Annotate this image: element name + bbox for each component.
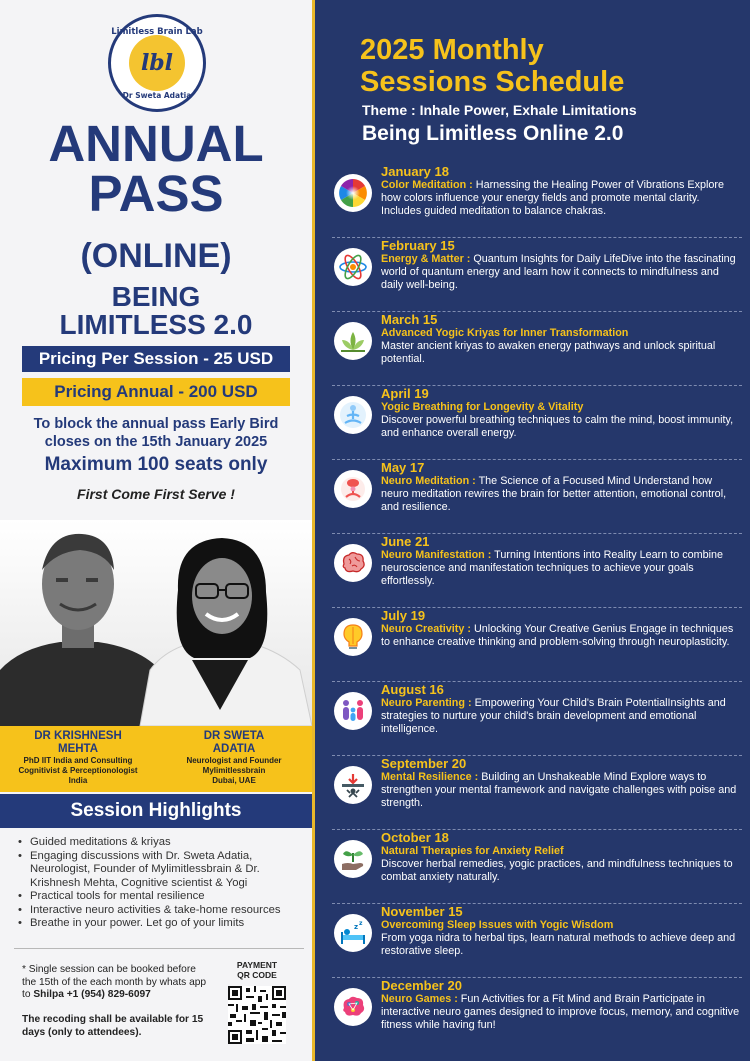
session-title: Overcoming Sleep Issues with Yogic Wisdom [381,919,614,931]
session-description [381,327,741,367]
session-date: November 15 [381,904,463,919]
speaker-desc-line1: PhD IIT India and Consulting [23,756,133,765]
list-item: • Engaging discussions with Dr. Sweta Adatia, Neurologist, Founder of Mylimitlessbrain & Dr. Krishnesh Mehta, Cognitive scientist & Yogi [18,850,308,891]
session-detail: From yoga nidra to herbal tips, learn natural methods to achieve deep and restorative sleep. [381,932,736,958]
first-come-first-serve: First Come First Serve ! [77,486,235,502]
list-item: • Guided meditations & kriyas [18,836,308,850]
speaker-desc-line3: Dubai, UAE [212,776,256,785]
session-title: Neuro Games : [381,993,458,1005]
logo-bottom-text: Dr Sweta Adatia [122,91,192,100]
session-detail: Master ancient kriyas to awaken energy pathways and unlock spiritual potential. [381,340,716,366]
session-date: July 19 [381,608,426,623]
early-bird-line2: closes on the 15th January 2025 [44,434,268,450]
session-title: Advanced Yogic Kriyas for Inner Transformation [381,327,629,339]
speaker-names-band [0,726,312,792]
plant-hand-icon [334,840,372,878]
session-description [381,475,741,515]
session-description [381,993,741,1033]
payment-qr-code[interactable] [228,986,286,1044]
session-november [328,904,742,978]
qr-label [224,960,290,980]
schedule-title-line2: Sessions Schedule [360,66,625,98]
pass-title-line5: LIMITLESS 2.0 [59,309,253,340]
qr-label-line2: QR CODE [237,970,277,980]
speaker-krishnesh [0,730,156,786]
session-april [328,386,742,460]
session-description [381,845,741,885]
session-text [381,830,741,885]
session-detail: Unlocking Your Creative Genius Engage in techniques to enhance creative thinking and problem-solving through neuroplasticity. [381,623,734,649]
price-annual: Pricing Annual - 200 USD [22,378,290,406]
note-text: * Single session can be booked before the 15th of the each month by whats app to [22,964,207,1000]
session-text [381,238,741,293]
session-description [381,919,741,959]
list-item: • Interactive neuro activities & take-home resources [18,904,308,918]
session-february [328,238,742,312]
session-description [381,697,741,737]
session-date: June 21 [381,534,430,549]
schedule-theme: Theme : Inhale Power, Exhale Limitations [362,102,637,118]
session-highlights-title: Session Highlights [0,794,312,828]
session-text [381,756,741,811]
session-title: Yogic Breathing for Longevity & Vitality [381,401,584,413]
family-icon [334,692,372,730]
schedule-title-line1: 2025 Monthly [360,34,544,66]
qr-label-line1: PAYMENT [236,960,278,970]
speaker-name-line1: DR SWETA [203,730,265,742]
session-text [381,608,741,649]
session-description [381,771,741,811]
max-seats: Maximum 100 seats only [44,454,268,475]
logo-top-text: Limitless Brain Lab [111,27,203,37]
logo-badge [129,35,185,91]
logo-mark: lbl [140,50,174,76]
pass-title-line3: (ONLINE) [80,237,232,275]
session-text [381,682,741,737]
list-item: • Breathe in your power. Let go of your limits [18,917,308,931]
session-december [328,978,742,1052]
session-june [328,534,742,608]
session-january [328,164,742,238]
session-text [381,312,741,367]
session-date: April 19 [381,386,429,401]
session-description [381,401,741,441]
lightbulb-brain-icon [334,618,372,656]
session-august [328,682,742,756]
color-wheel-icon [334,174,372,212]
pass-title-line2: PASS [88,165,224,222]
session-date: February 15 [381,238,455,253]
session-july [328,608,742,682]
svg-text:z: z [354,923,359,931]
session-text [381,460,741,515]
schedule-panel [312,0,750,1061]
session-date: January 18 [381,164,449,179]
speaker-desc-line3: India [68,776,88,785]
session-october [328,830,742,904]
early-bird-line1: To block the annual pass Early Bird [33,416,279,432]
session-title: Natural Therapies for Anxiety Relief [381,845,564,857]
session-detail: Turning Intentions into Reality Learn to combine neuroscience and manifestation techniques to achieve your goals effortlessly. [381,549,724,588]
session-date: May 17 [381,460,425,475]
session-title: Neuro Parenting : [381,697,472,709]
session-detail: Empowering Your Child's Brain PotentialInsights and strategies to nurture your child's brain development and emotional intelligence. [381,697,726,736]
speaker-desc-line2: Cognitivist & Perceptionologist [18,766,138,775]
session-title: Mental Resilience : [381,771,479,783]
brain-game-icon [334,988,372,1026]
session-description [381,253,741,293]
speakers-illustration [0,520,312,726]
speakers-photo [0,520,312,726]
session-date: October 18 [381,830,449,845]
speaker-name-line2: MEHTA [57,743,99,755]
resilience-icon [334,766,372,804]
session-title: Neuro Manifestation : [381,549,492,561]
session-september [328,756,742,830]
session-detail: Harnessing the Healing Power of Vibrations Explore how colors influence your energy fields and promote mental clarity. Includes guided meditation to balance chakras. [381,179,725,218]
brain-meditation-icon [334,470,372,508]
session-description [381,179,741,219]
session-title: Energy & Matter : [381,253,471,265]
price-per-session: Pricing Per Session - 25 USD [22,346,290,372]
list-item: • Practical tools for mental resilience [18,890,308,904]
session-text [381,534,741,589]
session-date: March 15 [381,312,438,327]
session-text [381,164,741,219]
meditation-icon [334,396,372,434]
session-title: Color Meditation : [381,179,473,191]
session-detail: Discover powerful breathing techniques to calm the mind, boost immunity, and enhance overall energy. [381,414,734,440]
pass-title-line4: BEING [111,281,201,312]
highlights-list [18,836,308,931]
single-session-note [22,964,212,1002]
session-detail: The Science of a Focused Mind Understand how neuro meditation rewires the brain for better attention, emotional control, and resilience. [381,475,727,514]
left-panel [0,0,312,1061]
lotus-icon [334,322,372,360]
session-title: Neuro Meditation : [381,475,476,487]
speaker-name-line1: DR KRISHNESH [34,730,122,742]
divider [14,948,304,949]
session-text [381,904,741,959]
session-detail: Fun Activities for a Fit Mind and Brain Participate in interactive neuro games designed to improve focus, memory, and cognitive fitness while having fun! [381,993,740,1032]
speaker-name-line2: ADATIA [212,743,256,755]
session-description [381,623,741,649]
whatsapp-contact[interactable]: Shilpa +1 (954) 829-6097 [33,989,151,1000]
session-detail: Discover herbal remedies, yogic practices, and mindfulness techniques to combat anxiety naturally. [381,858,733,884]
brand-logo [108,14,206,112]
session-date: December 20 [381,978,462,993]
session-detail: Quantum Insights for Daily LifeDive into the fascinating world of quantum energy and learn how it connects to mindfulness and daily well-being. [381,253,736,292]
session-text [381,978,741,1033]
session-march [328,312,742,386]
session-title: Neuro Creativity : [381,623,471,635]
session-description [381,549,741,589]
svg-text:z: z [359,920,363,927]
session-date: August 16 [381,682,444,697]
speaker-sweta [156,730,312,786]
session-date: September 20 [381,756,467,771]
brain-icon [334,544,372,582]
speaker-desc-line1: Neurologist and Founder [186,756,282,765]
session-detail: Building an Unshakeable Mind Explore ways to strengthen your mental framework and navigate challenges with poise and strength. [381,771,737,810]
schedule-subtitle: Being Limitless Online 2.0 [362,122,624,145]
atom-icon [334,248,372,286]
recording-note: The recoding shall be available for 15 days (only to attendees). [22,1014,204,1038]
pass-title-line1: ANNUAL [48,115,264,172]
speaker-desc-line2: Mylimitlessbrain [202,766,266,775]
session-text [381,386,741,441]
session-may [328,460,742,534]
sleep-icon [334,914,372,952]
